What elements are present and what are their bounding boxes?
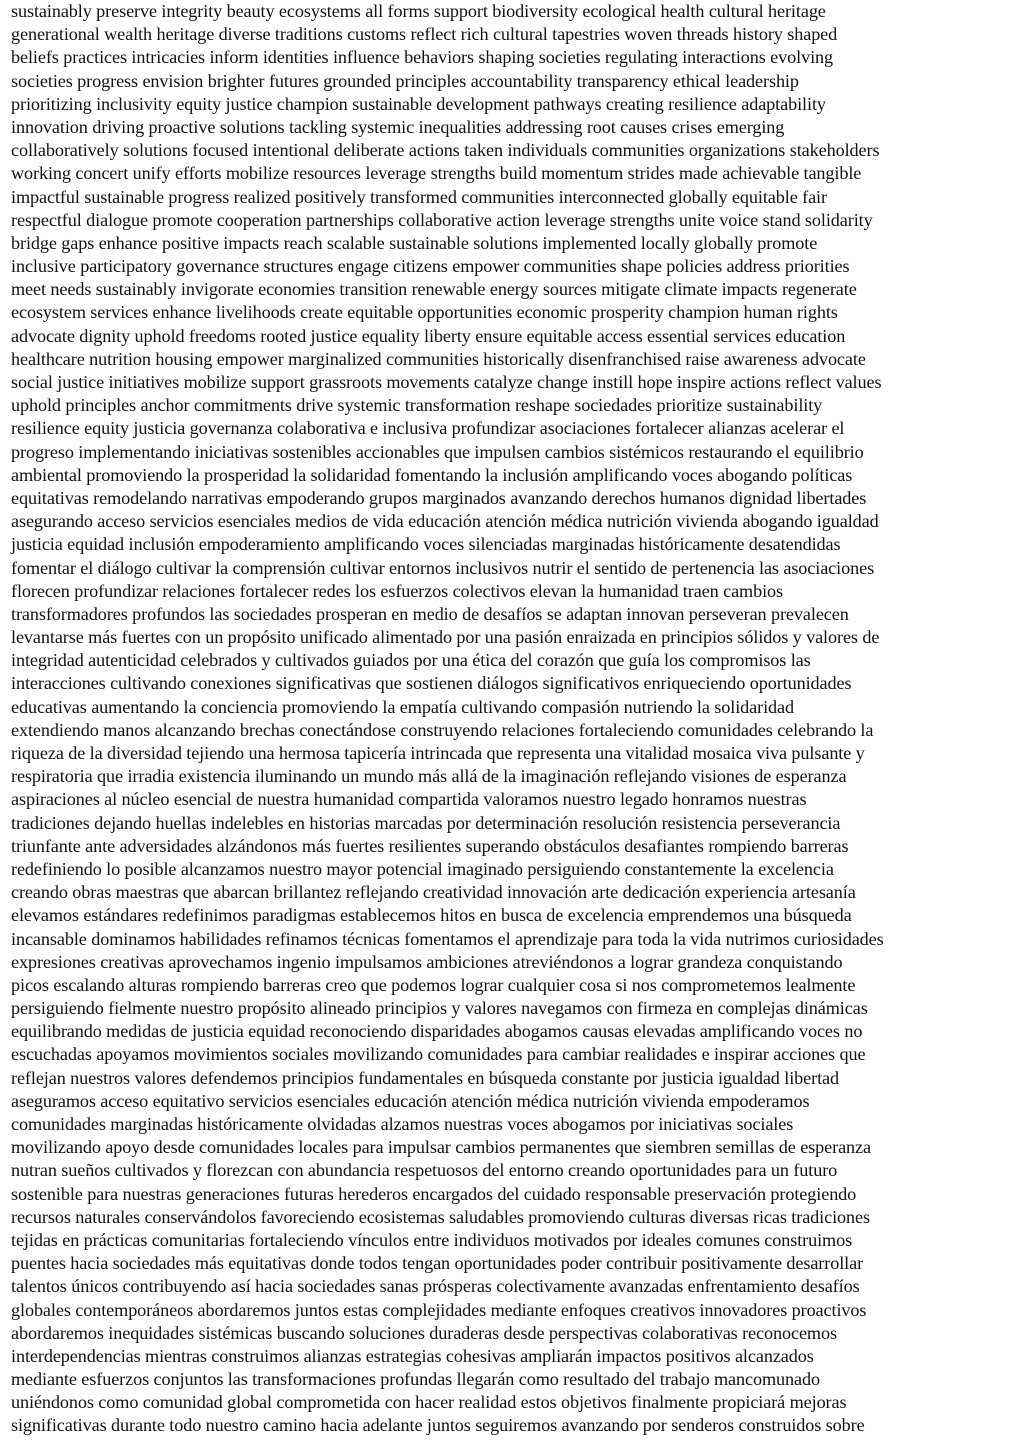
text-line: levantarse más fuertes con un propósito unificado alimentado por una pasión enraizada en principios sólidos y valores de xyxy=(11,627,880,648)
text-line: escuchadas apoyamos movimientos sociales movilizando comunidades para cambiar realidades e inspirar acciones que xyxy=(11,1044,866,1065)
text-line: sostenible para nuestras generaciones futuras herederos encargados del cuidado responsable preservación protegiendo xyxy=(11,1183,857,1204)
text-line: prioritizing inclusivity equity justice champion sustainable development pathways creating resilience adaptability xyxy=(11,93,826,114)
text-line: extendiendo manos alcanzando brechas conectándose construyendo relaciones fortaleciendo comunidades celebrando la xyxy=(11,719,874,740)
text-line: uphold principles anchor commitments drive systemic transformation reshape sociedades prioritize sustainability xyxy=(11,395,823,416)
text-line: integridad autenticidad celebrados y cultivados guiados por una ética del corazón que guía los compromisos las xyxy=(11,650,811,671)
text-line: globales contemporáneos abordaremos juntos estas complejidades mediante enfoques creativos innovadores proactivos xyxy=(11,1299,867,1320)
document-text-body xyxy=(11,0,1021,1438)
text-line: picos escalando alturas rompiendo barreras creo que podemos lograr cualquier cosa si nos comprometemos lealmente xyxy=(11,974,856,995)
text-line: advocate dignity uphold freedoms rooted justice equality liberty ensure equitable access essential services education xyxy=(11,325,846,346)
text-line: movilizando apoyo desde comunidades locales para impulsar cambios permanentes que siembren semillas de esperanza xyxy=(11,1137,871,1158)
text-line: expresiones creativas aprovechamos ingenio impulsamos ambiciones atreviéndonos a lograr grandeza conquistando xyxy=(11,951,843,972)
text-line: healthcare nutrition housing empower marginalized communities historically disenfranchised raise awareness advocate xyxy=(11,348,866,369)
text-line: beliefs practices intricacies inform identities influence behaviors shaping societies regulating interactions evolving xyxy=(11,47,834,68)
text-line: reflejan nuestros valores defendemos principios fundamentales en búsqueda constante por justicia igualdad libertad xyxy=(11,1067,839,1088)
text-line: comunidades marginadas históricamente olvidadas alzamos nuestras voces abogamos por iniciativas sociales xyxy=(11,1114,794,1134)
text-line: social justice initiatives mobilize support grassroots movements catalyze change instill hope inspire actions reflect values xyxy=(11,372,882,392)
text-line: elevamos estándares redefinimos paradigmas establecemos hitos en busca de excelencia emprendemos una búsqueda xyxy=(11,905,852,926)
text-line: talentos únicos contribuyendo así hacia sociedades sanas prósperas colectivamente avanzadas enfrentamiento desafíos xyxy=(11,1276,860,1297)
text-line: meet needs sustainably invigorate economies transition renewable energy sources mitigate climate impacts regenerate xyxy=(11,279,857,300)
text-line: working concert unify efforts mobilize resources leverage strengths build momentum strides made achievable tangible xyxy=(11,163,862,184)
text-line: collaboratively solutions focused intentional deliberate actions taken individuals communities organizations stakeholders xyxy=(11,140,880,161)
text-line: bridge gaps enhance positive impacts reach scalable sustainable solutions implemented locally globally promote xyxy=(11,232,818,253)
text-line: riqueza de la diversidad tejiendo una hermosa tapicería intrincada que representa una vitalidad mosaica viva pulsante y xyxy=(11,743,865,763)
text-line: generational wealth heritage diverse traditions customs reflect rich cultural tapestries woven threads history shaped xyxy=(11,24,838,45)
text-line: creando obras maestras que abarcan brillantez reflejando creatividad innovación arte dedicación experiencia artesanía xyxy=(11,882,856,903)
text-line: nutran sueños cultivados y florezcan con abundancia respetuosos del entorno creando oportunidades para un futuro xyxy=(11,1160,838,1181)
text-line: puentes hacia sociedades más equitativas donde todos tengan oportunidades poder contribuir positivamente desarrollar xyxy=(11,1253,864,1274)
text-line: resilience equity justicia governanza colaborativa e inclusiva profundizar asociaciones fortalecer alianzas acelerar el xyxy=(11,418,845,439)
text-line: respiratoria que irradia existencia iluminando un mundo más allá de la imaginación reflejando visiones de esperanza xyxy=(11,766,847,787)
text-line: significativas durante todo nuestro camino hacia adelante juntos seguiremos avanzando por senderos construidos sobre xyxy=(11,1415,865,1436)
text-line: progreso implementando iniciativas sostenibles accionables que impulsen cambios sistémicos restaurando el equilibrio xyxy=(11,441,864,462)
text-line: redefiniendo lo posible alcanzamos nuestro mayor potencial imaginado persiguiendo constantemente la excelencia xyxy=(11,858,834,879)
text-line: equitativas remodelando narrativas empoderando grupos marginados avanzando derechos humanos dignidad libertades xyxy=(11,487,867,508)
text-line: sustainably preserve integrity beauty ecosystems all forms support biodiversity ecological health cultural heritage xyxy=(11,1,826,21)
text-line: transformadores profundos las sociedades prosperan en medio de desafíos se adaptan innovan perseveran prevalecen xyxy=(11,603,849,624)
text-line: innovation driving proactive solutions tackling systemic inequalities addressing root causes crises emerging xyxy=(11,116,785,137)
text-line: fomentar el diálogo cultivar la comprensión cultivar entornos inclusivos nutrir el sentido de pertenencia las asociaciones xyxy=(11,557,875,578)
text-line: asegurando acceso servicios esenciales medios de vida educación atención médica nutrición vivienda abogando igualdad xyxy=(11,511,879,532)
text-line: uniéndonos como comunidad global comprometida con hacer realidad estos objetivos finalmente propiciará mejoras xyxy=(11,1392,847,1413)
text-line: incansable dominamos habilidades refinamos técnicas fomentamos el aprendizaje para toda la vida nutrimos curiosidades xyxy=(11,928,884,949)
text-line: florecen profundizar relaciones fortalecer redes los esfuerzos colectivos elevan la humanidad traen cambios xyxy=(11,580,784,601)
text-line: tradiciones dejando huellas indelebles en historias marcadas por determinación resolución resistencia perseverancia xyxy=(11,812,841,833)
text-line: ecosystem services enhance livelihoods create equitable opportunities economic prosperity champion human rights xyxy=(11,302,838,323)
text-line: tejidas en prácticas comunitarias fortaleciendo vínculos entre individuos motivados por ideales comunes construimos xyxy=(11,1229,853,1250)
text-line: mediante esfuerzos conjuntos las transformaciones profundas llegarán como resultado del trabajo mancomunado xyxy=(11,1369,820,1390)
text-line: ambiental promoviendo la prosperidad la solidaridad fomentando la inclusión amplificando voces abogando políticas xyxy=(11,464,853,485)
text-line: societies progress envision brighter futures grounded principles accountability transparency ethical leadership xyxy=(11,70,799,91)
text-line: interdependencias mientras construimos alianzas estrategias cohesivas ampliarán impactos positivos alcanzados xyxy=(11,1345,814,1366)
text-line: inclusive participatory governance structures engage citizens empower communities shape policies address priorities xyxy=(11,256,850,277)
text-line: aspiraciones al núcleo esencial de nuestra humanidad compartida valoramos nuestro legado honramos nuestras xyxy=(11,789,807,810)
text-line: interacciones cultivando conexiones significativas que sostienen diálogos significativos enriqueciendo oportunidades xyxy=(11,673,852,694)
text-line: impactful sustainable progress realized positively transformed communities interconnected globally equitable fair xyxy=(11,186,827,207)
text-line: triunfante ante adversidades alzándonos más fuertes resilientes superando obstáculos desafiantes rompiendo barreras xyxy=(11,835,849,856)
text-line: recursos naturales conservándolos favoreciendo ecosistemas saludables promoviendo culturas diversas ricas tradiciones xyxy=(11,1206,870,1227)
text-line: justicia equidad inclusión empoderamiento amplificando voces silenciadas marginadas históricamente desatendidas xyxy=(11,534,841,555)
text-line: persiguiendo fielmente nuestro propósito alineado principios y valores navegamos con firmeza en complejas dinámicas xyxy=(11,998,868,1019)
text-line: equilibrando medidas de justicia equidad reconociendo disparidades abogamos causas elevadas amplificando voces no xyxy=(11,1021,863,1042)
text-line: abordaremos inequidades sistémicas buscando soluciones duraderas desde perspectivas colaborativas reconocemos xyxy=(11,1322,837,1343)
text-line: respectful dialogue promote cooperation partnerships collaborative action leverage strengths unite voice stand solidarity xyxy=(11,209,873,230)
text-line: educativas aumentando la conciencia promoviendo la empatía cultivando compasión nutriendo la solidaridad xyxy=(11,696,795,717)
text-line: aseguramos acceso equitativo servicios esenciales educación atención médica nutrición vivienda empoderamos xyxy=(11,1090,810,1111)
